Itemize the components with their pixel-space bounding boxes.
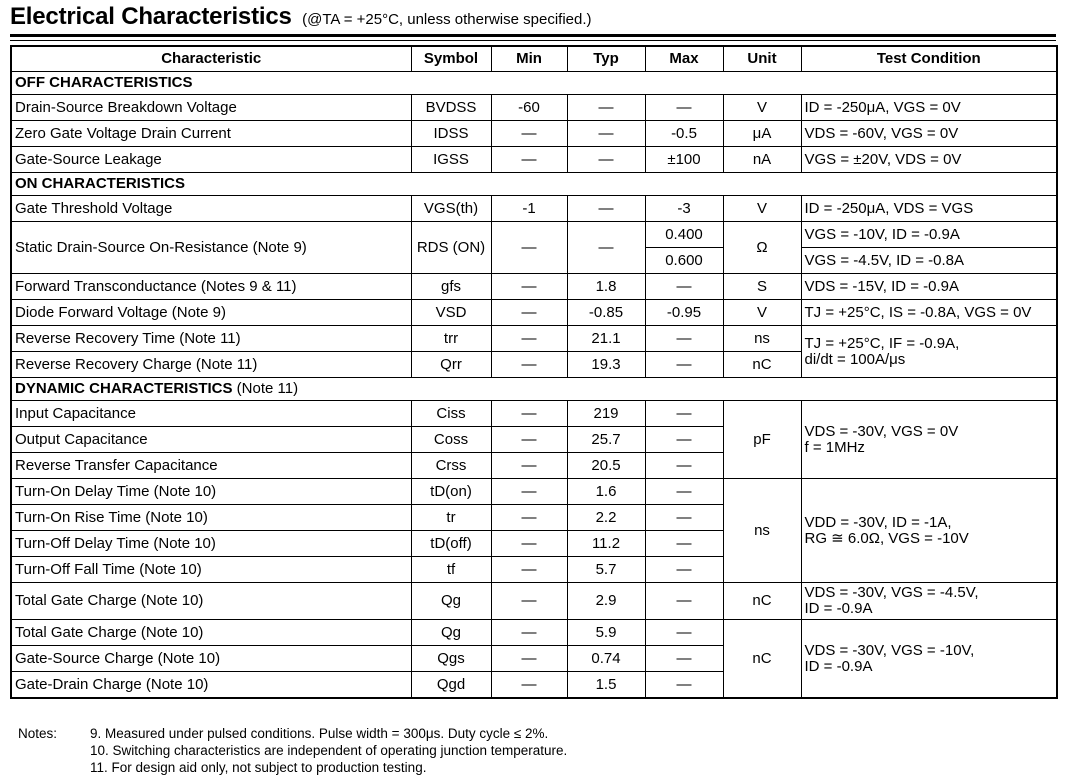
condition-line: ID = -0.9A (804, 657, 873, 675)
row-typ: — (567, 95, 645, 121)
row-min: — (491, 531, 567, 557)
row-typ: 21.1 (567, 326, 645, 352)
table-row (11, 583, 1057, 620)
col-header-min: Min (491, 46, 567, 72)
row-unit: Ω (723, 222, 801, 274)
row-typ: 2.9 (567, 583, 645, 620)
section-label-dynamic-note: (Note 11) (236, 380, 299, 397)
row-symbol: Ciss (411, 401, 491, 427)
row-min: — (491, 352, 567, 378)
row-min: — (491, 326, 567, 352)
row-characteristic: Gate-Source Charge (Note 10) (11, 646, 411, 672)
row-symbol: tr (411, 505, 491, 531)
row-symbol: BVDSS (411, 95, 491, 121)
row-characteristic: Forward Transconductance (Notes 9 & 11) (11, 274, 411, 300)
row-max: 0.400 (645, 222, 723, 248)
row-characteristic: Zero Gate Voltage Drain Current (11, 121, 411, 147)
condition-line: VDS = -30V, VGS = -10V, (804, 641, 975, 659)
row-characteristic: Total Gate Charge (Note 10) (11, 620, 411, 646)
col-header-characteristic: Characteristic (11, 46, 411, 72)
row-min: — (491, 401, 567, 427)
note-item: 9. Measured under pulsed conditions. Pulse width = 300μs. Duty cycle ≤ 2%. (90, 726, 549, 741)
row-min: — (491, 583, 567, 620)
row-characteristic: Turn-Off Fall Time (Note 10) (11, 557, 411, 583)
notes-list (90, 725, 790, 776)
row-min: — (491, 427, 567, 453)
row-typ: — (567, 121, 645, 147)
row-min: — (491, 274, 567, 300)
row-symbol: RDS (ON) (411, 222, 491, 274)
row-min: — (491, 300, 567, 326)
row-min: — (491, 557, 567, 583)
col-header-typ: Typ (567, 46, 645, 72)
row-condition: ID = -250μA, VDS = VGS (801, 196, 1057, 222)
row-condition (801, 401, 1057, 479)
table-row (11, 222, 1057, 248)
row-symbol: Qgd (411, 672, 491, 699)
row-condition: VGS = -4.5V, ID = -0.8A (801, 248, 1057, 274)
row-max: — (645, 672, 723, 699)
row-typ: 0.74 (567, 646, 645, 672)
table-row (11, 147, 1057, 173)
row-max: — (645, 583, 723, 620)
note-item: 10. Switching characteristics are independent of operating junction temperature. (90, 743, 568, 758)
row-characteristic: Reverse Recovery Time (Note 11) (11, 326, 411, 352)
row-unit: μA (723, 121, 801, 147)
row-max: -0.95 (645, 300, 723, 326)
col-header-test-condition: Test Condition (801, 46, 1057, 72)
section-label-dynamic (11, 378, 1057, 401)
row-typ: 1.8 (567, 274, 645, 300)
row-condition: VGS = -10V, ID = -0.9A (801, 222, 1057, 248)
section-header (10, 3, 1056, 35)
section-label-off: OFF CHARACTERISTICS (11, 72, 1057, 95)
condition-line: di/dt = 100A/μs (804, 350, 906, 368)
table-header-row (11, 46, 1057, 72)
row-characteristic: Turn-On Delay Time (Note 10) (11, 479, 411, 505)
section-condition: (@TA = +25°C, unless otherwise specified.) (302, 11, 592, 28)
row-characteristic: Total Gate Charge (Note 10) (11, 583, 411, 620)
col-header-symbol: Symbol (411, 46, 491, 72)
row-max: — (645, 453, 723, 479)
col-header-max: Max (645, 46, 723, 72)
row-symbol: VSD (411, 300, 491, 326)
section-title: Electrical Characteristics (10, 3, 292, 30)
table-row (11, 300, 1057, 326)
row-unit: ns (723, 479, 801, 583)
row-min: -1 (491, 196, 567, 222)
row-max: — (645, 427, 723, 453)
row-max: — (645, 531, 723, 557)
row-min: — (491, 121, 567, 147)
row-symbol: IDSS (411, 121, 491, 147)
row-characteristic: Turn-Off Delay Time (Note 10) (11, 531, 411, 557)
row-min: — (491, 453, 567, 479)
row-condition: VDS = -60V, VGS = 0V (801, 121, 1057, 147)
row-unit: V (723, 196, 801, 222)
row-max: -3 (645, 196, 723, 222)
row-max: — (645, 479, 723, 505)
row-condition: VDS = -15V, ID = -0.9A (801, 274, 1057, 300)
row-unit: nC (723, 583, 801, 620)
row-unit: V (723, 300, 801, 326)
row-symbol: trr (411, 326, 491, 352)
row-condition: TJ = +25°C, IS = -0.8A, VGS = 0V (801, 300, 1057, 326)
row-typ: 219 (567, 401, 645, 427)
row-unit: nC (723, 620, 801, 699)
row-symbol: tD(off) (411, 531, 491, 557)
row-min: — (491, 222, 567, 274)
section-label-dynamic-text: DYNAMIC CHARACTERISTICS (15, 380, 233, 397)
section-row-dynamic (11, 378, 1057, 401)
table-row (11, 326, 1057, 352)
row-symbol: Coss (411, 427, 491, 453)
row-characteristic: Diode Forward Voltage (Note 9) (11, 300, 411, 326)
table-row (11, 620, 1057, 646)
row-characteristic: Gate-Drain Charge (Note 10) (11, 672, 411, 699)
condition-line: VDD = -30V, ID = -1A, (804, 513, 952, 531)
row-symbol: Qrr (411, 352, 491, 378)
row-unit: pF (723, 401, 801, 479)
row-unit: V (723, 95, 801, 121)
row-characteristic: Output Capacitance (11, 427, 411, 453)
row-condition (801, 620, 1057, 699)
row-characteristic: Static Drain-Source On-Resistance (Note 9) (11, 222, 411, 274)
row-condition (801, 583, 1057, 620)
row-characteristic: Input Capacitance (11, 401, 411, 427)
table-row (11, 95, 1057, 121)
row-max: — (645, 620, 723, 646)
row-min: — (491, 479, 567, 505)
condition-line: VDS = -30V, VGS = 0V (804, 422, 959, 440)
row-condition: ID = -250μA, VGS = 0V (801, 95, 1057, 121)
row-unit: nA (723, 147, 801, 173)
section-row-on (11, 173, 1057, 196)
row-typ: 20.5 (567, 453, 645, 479)
electrical-characteristics-table (10, 45, 1058, 699)
table-row (11, 196, 1057, 222)
row-max: — (645, 505, 723, 531)
row-symbol: IGSS (411, 147, 491, 173)
row-condition: VGS = ±20V, VDS = 0V (801, 147, 1057, 173)
row-max: — (645, 274, 723, 300)
row-symbol: tD(on) (411, 479, 491, 505)
row-symbol: tf (411, 557, 491, 583)
row-symbol: Qg (411, 620, 491, 646)
row-typ: 5.9 (567, 620, 645, 646)
row-max: ±100 (645, 147, 723, 173)
row-characteristic: Drain-Source Breakdown Voltage (11, 95, 411, 121)
row-typ: — (567, 222, 645, 274)
row-characteristic: Reverse Transfer Capacitance (11, 453, 411, 479)
section-label-on: ON CHARACTERISTICS (11, 173, 1057, 196)
row-symbol: Qgs (411, 646, 491, 672)
condition-line: TJ = +25°C, IF = -0.9A, (804, 334, 960, 352)
row-min: — (491, 672, 567, 699)
row-symbol: gfs (411, 274, 491, 300)
row-max: — (645, 326, 723, 352)
row-symbol: Crss (411, 453, 491, 479)
row-symbol: Qg (411, 583, 491, 620)
row-min: — (491, 147, 567, 173)
section-row-off (11, 72, 1057, 95)
row-unit: S (723, 274, 801, 300)
row-min: — (491, 620, 567, 646)
row-min: — (491, 646, 567, 672)
row-characteristic: Reverse Recovery Charge (Note 11) (11, 352, 411, 378)
row-min: -60 (491, 95, 567, 121)
row-typ: 1.6 (567, 479, 645, 505)
header-rule-thin (10, 40, 1056, 41)
row-unit: ns (723, 326, 801, 352)
row-condition (801, 479, 1057, 583)
condition-line: ID = -0.9A (804, 600, 873, 617)
row-condition (801, 326, 1057, 378)
row-typ: 25.7 (567, 427, 645, 453)
table-row (11, 274, 1057, 300)
row-max: — (645, 401, 723, 427)
row-typ: 1.5 (567, 672, 645, 699)
row-max: — (645, 646, 723, 672)
table-row (11, 401, 1057, 427)
row-characteristic: Gate Threshold Voltage (11, 196, 411, 222)
row-typ: 5.7 (567, 557, 645, 583)
row-typ: 19.3 (567, 352, 645, 378)
note-item: 11. For design aid only, not subject to production testing. (90, 760, 427, 775)
header-rule-thick (10, 34, 1056, 37)
table-row (11, 121, 1057, 147)
col-header-unit: Unit (723, 46, 801, 72)
row-characteristic: Turn-On Rise Time (Note 10) (11, 505, 411, 531)
notes-label: Notes: (18, 726, 58, 741)
row-typ: -0.85 (567, 300, 645, 326)
row-max: — (645, 352, 723, 378)
row-characteristic: Gate-Source Leakage (11, 147, 411, 173)
row-symbol: VGS(th) (411, 196, 491, 222)
row-typ: 2.2 (567, 505, 645, 531)
row-typ: — (567, 196, 645, 222)
row-max: 0.600 (645, 248, 723, 274)
row-typ: 11.2 (567, 531, 645, 557)
row-max: — (645, 95, 723, 121)
condition-line: f = 1MHz (804, 438, 865, 456)
condition-line: VDS = -30V, VGS = -4.5V, (804, 584, 979, 601)
table-row (11, 479, 1057, 505)
row-typ: — (567, 147, 645, 173)
row-max: — (645, 557, 723, 583)
row-max: -0.5 (645, 121, 723, 147)
row-unit: nC (723, 352, 801, 378)
row-min: — (491, 505, 567, 531)
condition-line: RG ≅ 6.0Ω, VGS = -10V (804, 529, 969, 547)
